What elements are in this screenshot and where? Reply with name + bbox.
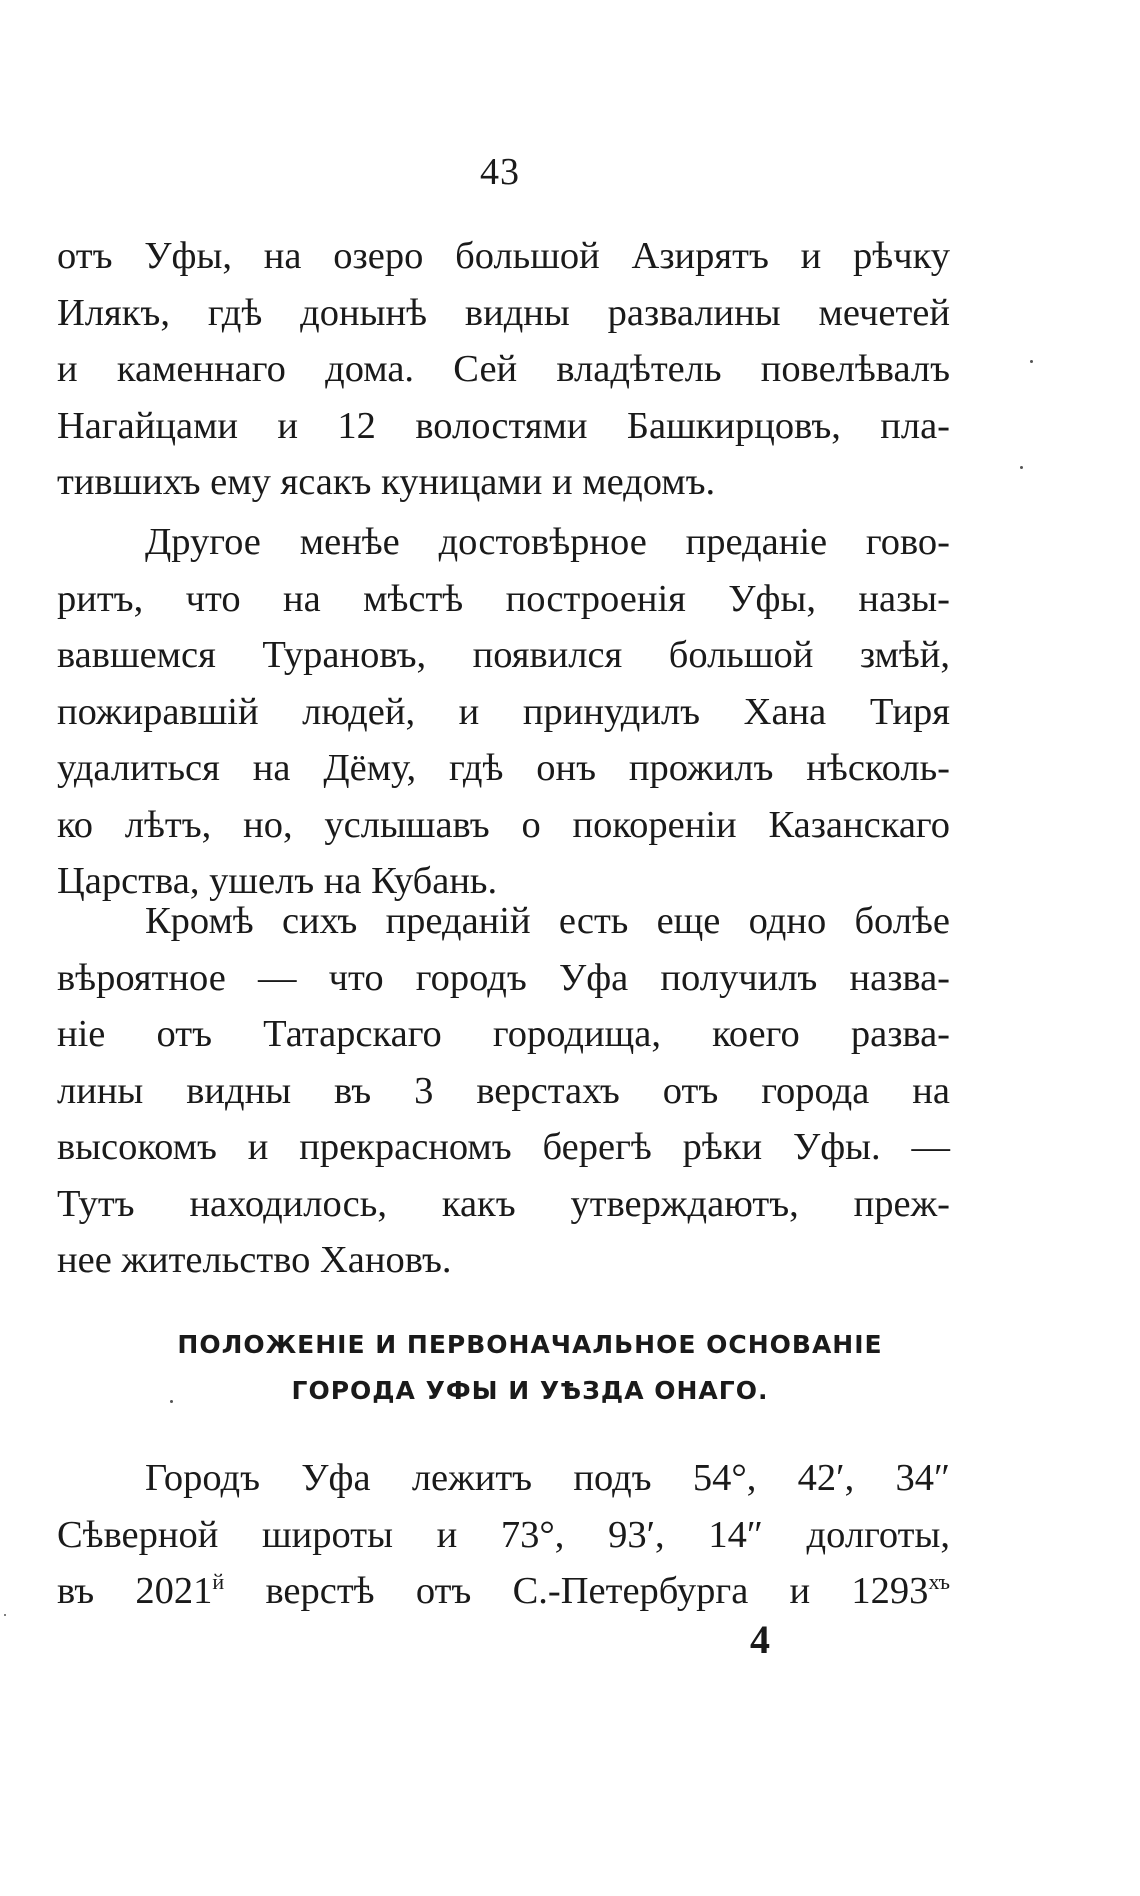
text-line: Нагайцами и 12 волостями Башкирцовъ, пла-	[57, 404, 950, 447]
text-line: отъ Уфы, на озеро большой Азирятъ и рѣчку	[57, 235, 950, 277]
text-line: и каменнаго дома. Сей владѣтель повелѣвалъ	[57, 348, 950, 390]
text-line: вавшемся Турановъ, появился большой змѣй,	[57, 634, 950, 676]
paragraph-2	[57, 514, 950, 910]
print-speck	[4, 1614, 6, 1616]
text-line	[57, 1563, 950, 1620]
section-heading-line-2: ГОРОДА УФЫ И УѢЗДА ОНАГО.	[291, 1376, 769, 1405]
text-line: Кромѣ сихъ преданій есть еще одно болѣе	[145, 900, 950, 942]
text-line: ніе отъ Татарскаго городища, коего разва-	[57, 1013, 950, 1055]
text-fragment: въ 2021	[57, 1570, 213, 1612]
superscript: хъ	[928, 1569, 950, 1595]
text-line: Илякъ, гдѣ донынѣ видны развалины мечетей	[57, 291, 950, 334]
print-speck	[1020, 466, 1023, 469]
text-line: Городъ Уфа лежитъ подъ 54°, 42′, 34″	[145, 1457, 950, 1499]
signature-mark: 4	[750, 1617, 770, 1662]
text-line: нее жительство Хановъ.	[57, 1239, 452, 1281]
paragraph-1	[57, 228, 950, 511]
text-line: Сѣверной широты и 73°, 93′, 14″ долготы,	[57, 1513, 950, 1556]
paragraph-4	[57, 1450, 950, 1620]
text-fragment: верстѣ отъ С.-Петербурга и 1293	[224, 1570, 929, 1612]
print-speck	[1030, 360, 1033, 363]
text-line: Тутъ находилось, какъ утверждаютъ, преж-	[57, 1182, 950, 1225]
text-line: Другое менѣе достовѣрное преданіе гово-	[145, 521, 950, 563]
text-line: высокомъ и прекрасномъ берегѣ рѣки Уфы. —	[57, 1126, 950, 1168]
text-line: тившихъ ему ясакъ куницами и медомъ.	[57, 461, 716, 503]
text-line: вѣроятное — что городъ Уфа получилъ назва-	[57, 956, 950, 999]
text-line: лины видны въ 3 верстахъ отъ города на	[57, 1069, 950, 1112]
text-line: удалиться на Дёму, гдѣ онъ прожилъ нѣсколь-	[57, 747, 950, 789]
text-line: ритъ, что на мѣстѣ построенія Уфы, назы-	[57, 577, 950, 620]
text-line: пожиравшій людей, и принудилъ Хана Тиря	[57, 690, 950, 733]
text-line: Царства, ушелъ на Кубань.	[57, 860, 498, 902]
page-number: 43	[480, 151, 520, 193]
text-line: ко лѣтъ, но, услышавъ о покореніи Казанскаго	[57, 803, 950, 846]
superscript: й	[212, 1569, 225, 1595]
print-speck	[170, 1400, 173, 1403]
section-heading-line-1: ПОЛОЖЕНІЕ И ПЕРВОНАЧАЛЬНОЕ ОСНОВАНІЕ	[177, 1330, 883, 1359]
paragraph-3	[57, 893, 950, 1289]
